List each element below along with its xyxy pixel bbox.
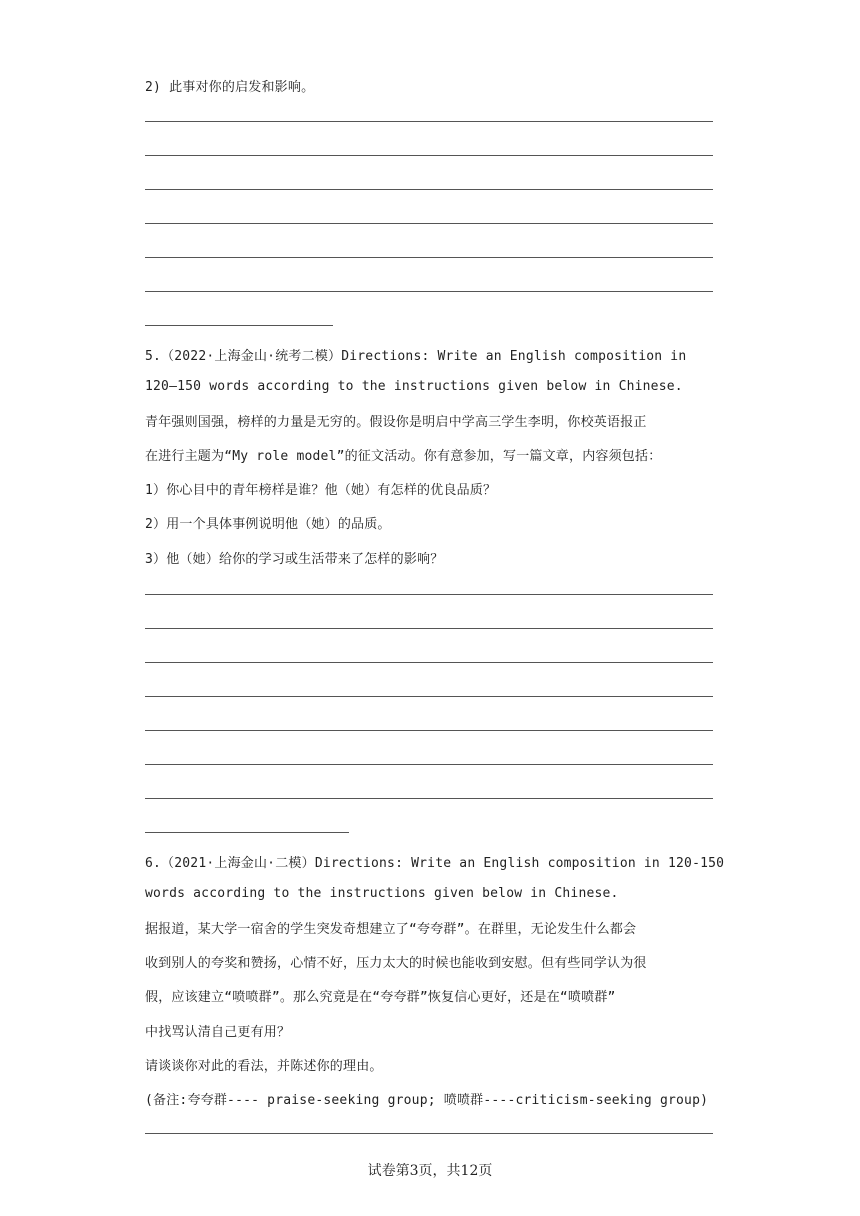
question-6-note: (备注:夸夸群---- praise-seeking group; 喷喷群----criticism-seeking group) [145,1093,709,1108]
answer-line [145,594,713,595]
answer-line [145,730,713,731]
answer-line [145,155,713,156]
answer-line-end [145,832,349,833]
question-6-line-3: 据报道，某大学一宿舍的学生突发奇想建立了“夸夸群”。在群里，无论发生什么都会 [145,922,637,937]
question-5-item-2: 2）用一个具体事例说明他（她）的品质。 [145,517,391,532]
question-6-line-4: 收到别人的夸奖和赞扬，心情不好，压力太大的时候也能收到安慰。但有些同学认为很 [145,956,647,971]
question-5-line-4: 在进行主题为“My role model”的征文活动。你有意参加，写一篇文章，内容须包括： [145,449,662,464]
answer-line [145,189,713,190]
question-6-line-5: 假，应该建立“喷喷群”。那么究竟是在“夸夸群”恢复信心更好，还是在“喷喷群” [145,990,616,1005]
question-5-line-1: 5.（2022·上海金山·统考二模）Directions: Write an English composition in [145,349,687,364]
question-6-line-6: 中找骂认清自己更有用？ [145,1025,291,1040]
question-6-line-2: words according to the instructions given below in Chinese. [145,886,619,901]
answer-line [145,764,713,765]
answer-line [145,696,713,697]
prev-question-item-2: 2) 此事对你的启发和影响。 [145,80,315,95]
answer-line [145,1133,713,1134]
answer-line [145,628,713,629]
answer-line [145,257,713,258]
question-5-line-2: 120—150 words according to the instructions given below in Chinese. [145,379,683,394]
answer-line-end [145,325,333,326]
answer-line [145,798,713,799]
answer-line [145,662,713,663]
question-6-line-7: 请谈谈你对此的看法，并陈述你的理由。 [145,1059,383,1074]
question-5-item-1: 1）你心目中的青年榜样是谁？他（她）有怎样的优良品质？ [145,483,497,498]
page-footer: 试卷第3页，共12页 [367,1163,493,1179]
answer-line [145,223,713,224]
answer-line [145,121,713,122]
question-6-line-1: 6.（2021·上海金山·二模）Directions: Write an English composition in 120-150 [145,856,725,871]
question-5-line-3: 青年强则国强，榜样的力量是无穷的。假设你是明启中学高三学生李明，你校英语报正 [145,415,647,430]
answer-line [145,291,713,292]
question-5-item-3: 3）他（她）给你的学习或生活带来了怎样的影响？ [145,552,444,567]
